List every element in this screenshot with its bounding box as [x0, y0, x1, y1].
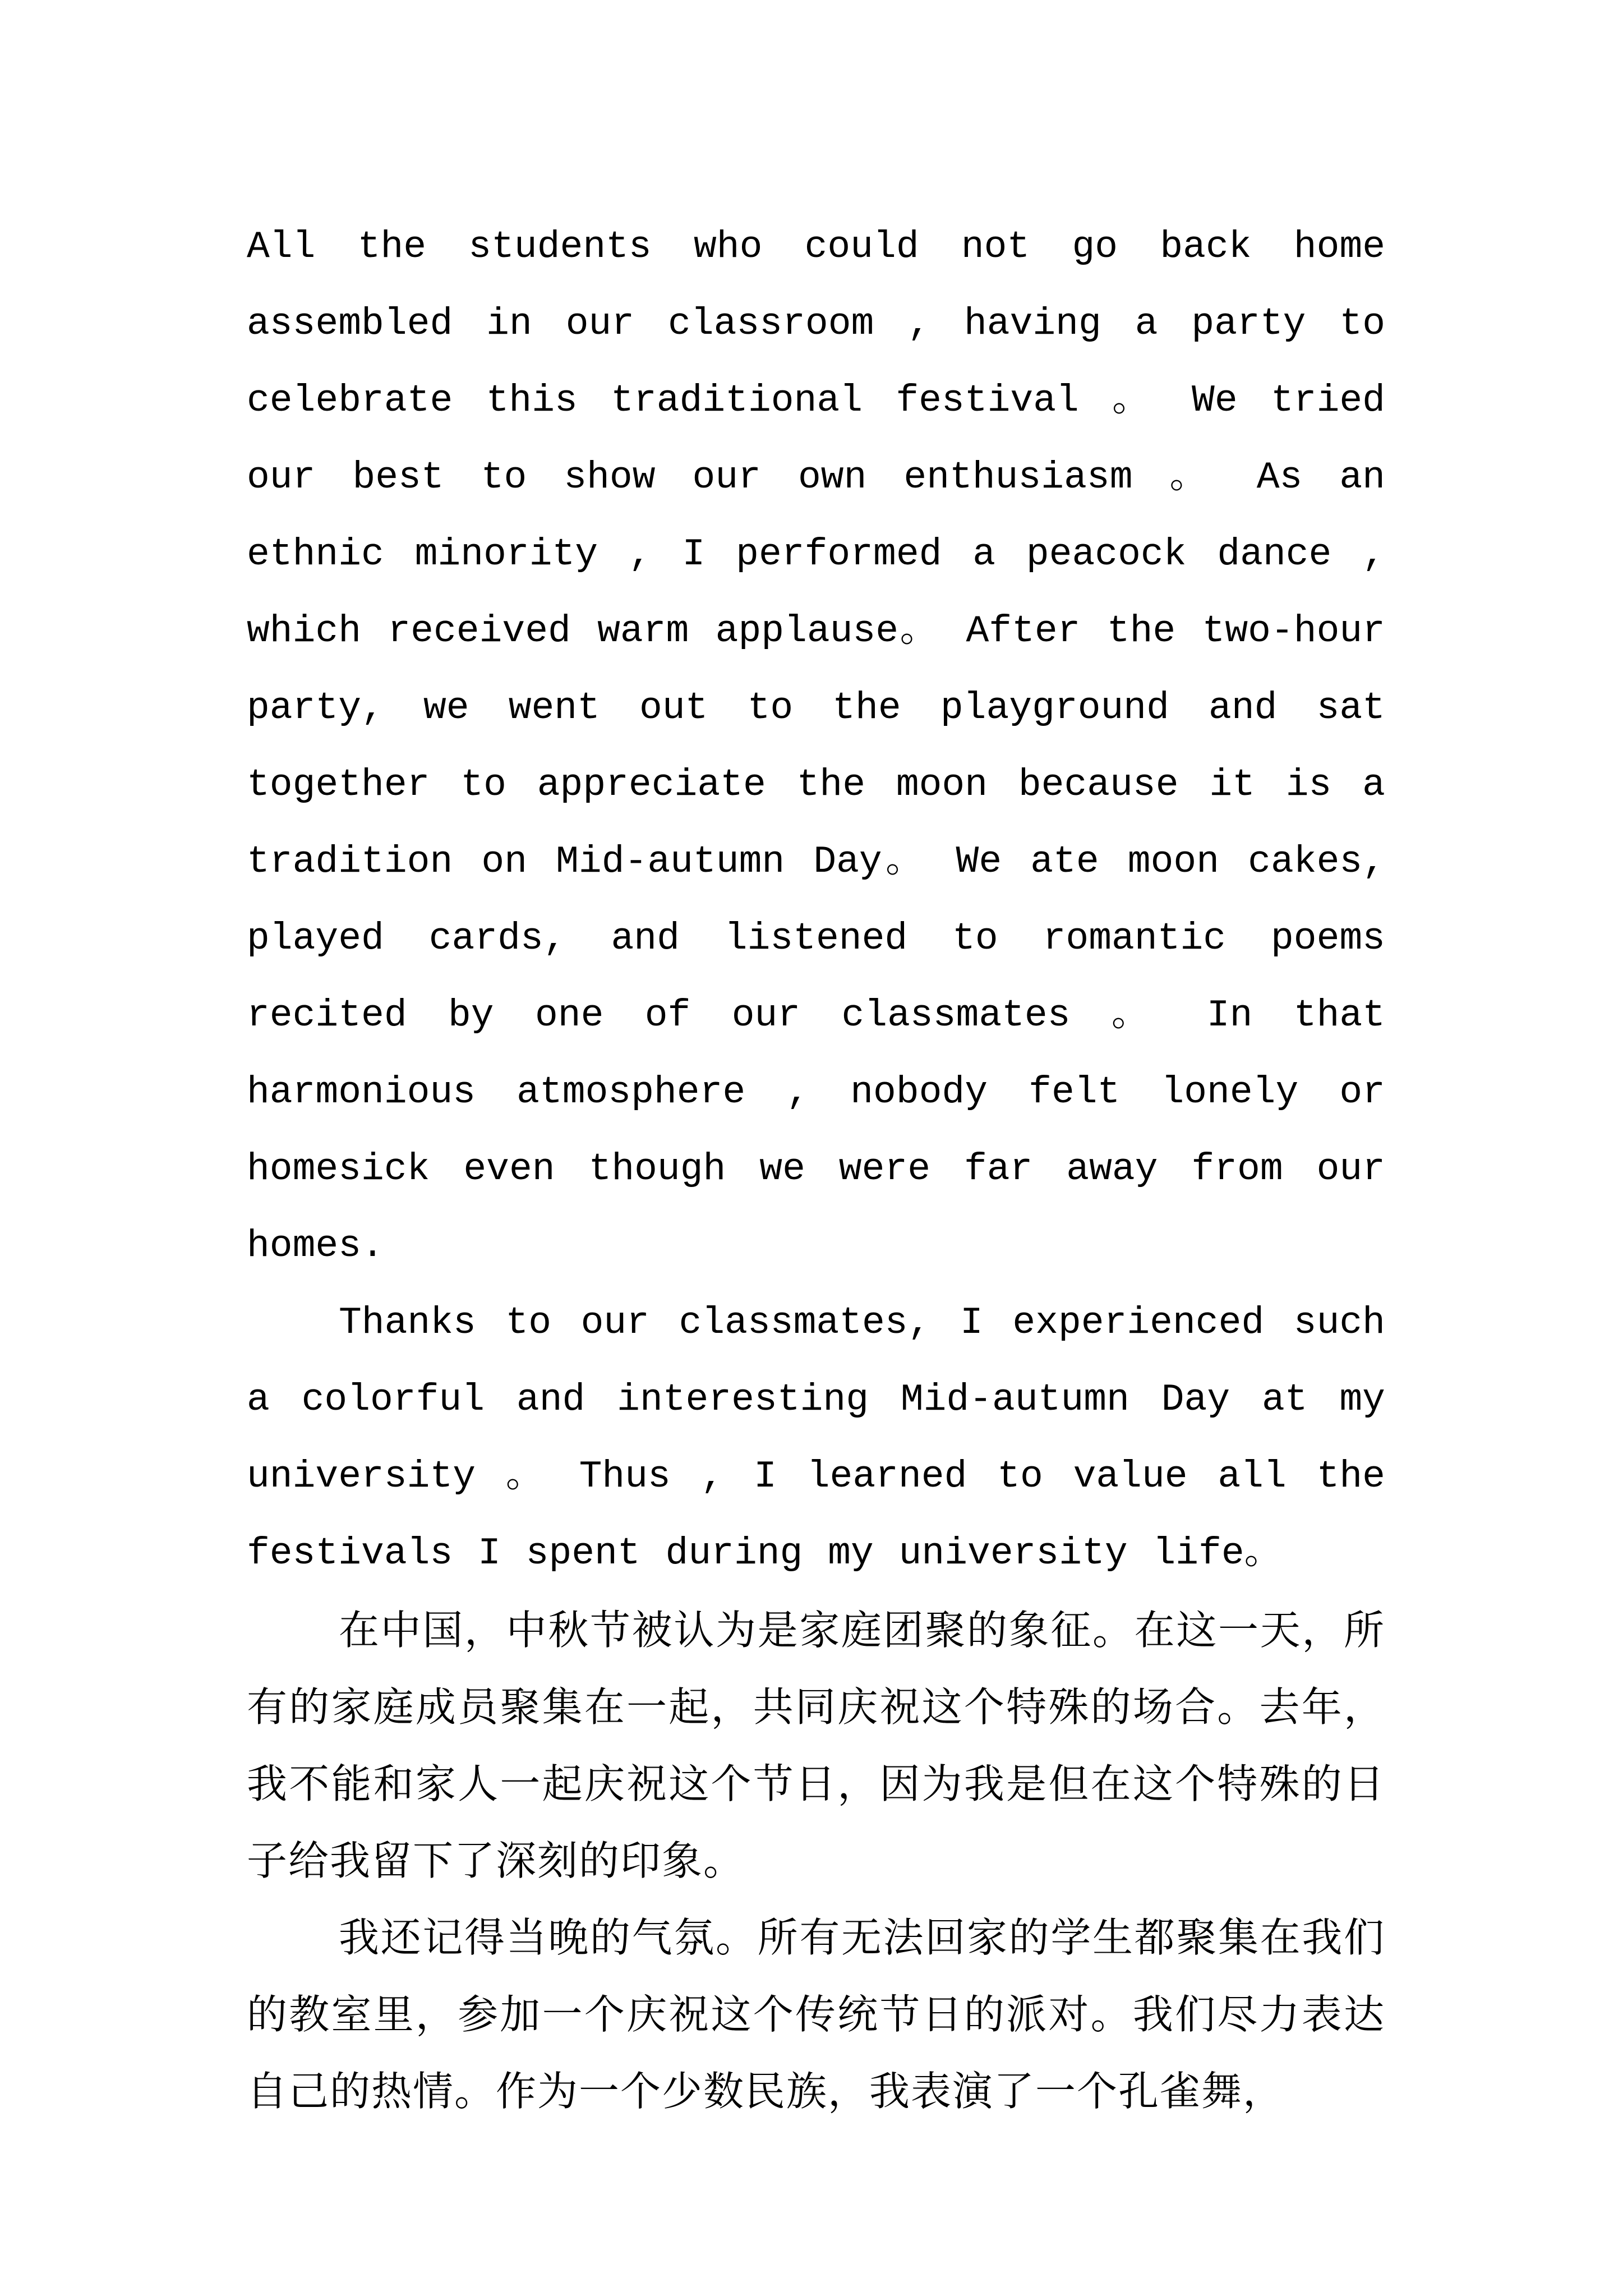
- document-body: [247, 209, 1385, 2130]
- paragraph-english-thanks: Thanks to our classmates, I experienced such a colorful and interesting Mid-autumn Day at my university 。 Thus , I learned to value all the festivals I spent during my university life。: [247, 1301, 1385, 1575]
- paragraph-chinese-party: 我还记得当晚的气氛。所有无法回家的学生都聚集在我们的教室里，参加一个庆祝这个传统节日的派对。我们尽力表达自己的热情。作为一个少数民族，我表演了一个孔雀舞，: [247, 1914, 1385, 2115]
- paragraph-chinese-intro: 在中国，中秋节被认为是家庭团聚的象征。在这一天，所有的家庭成员聚集在一起，共同庆祝这个特殊的场合。去年，我不能和家人一起庆祝这个节日，因为我是但在这个特殊的日子给我留下了深刻的印象。: [247, 1607, 1385, 1884]
- paragraph-english-party: All the students who could not go back home assembled in our classroom , having a party to celebrate this traditional festival 。 We tried our best to show our own enthusiasm 。 As an ethnic minority , I performed a peacock dance , which received warm applause。 After the two-hour party, we went out to the playground and sat together to appreciate the moon because it is a tradition on Mid-autumn Day。 We ate moon cakes, played cards, and listened to romantic poems recited by one of our classmates 。 In that harmonious atmosphere , nobody felt lonely or homesick even though we were far away from our homes.: [247, 226, 1385, 1268]
